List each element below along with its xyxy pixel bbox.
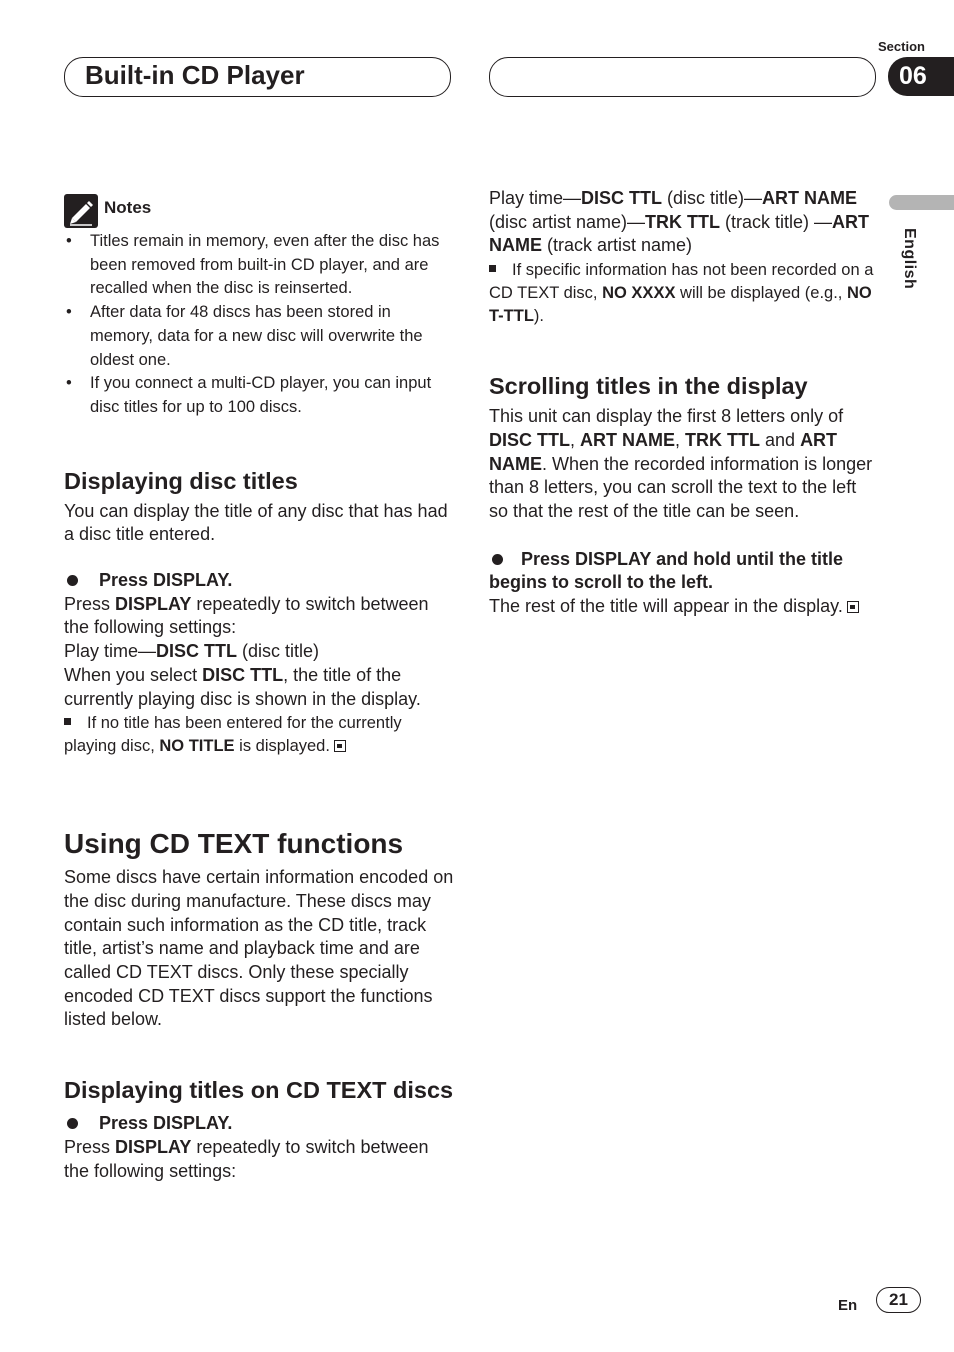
paragraph: The rest of the title will appear in the display. (489, 595, 879, 619)
page-number: 21 (876, 1287, 921, 1313)
square-note: If no title has been entered for the currently playing disc, NO TITLE is displayed. (64, 714, 402, 756)
notes-heading: Notes (104, 198, 152, 217)
square-bullet-icon (64, 718, 71, 725)
major-heading: Using CD TEXT functions (64, 828, 404, 860)
paragraph: Press DISPLAY repeatedly to switch between the following settings: (64, 593, 429, 638)
end-mark-icon (334, 740, 346, 752)
page-title: Built-in CD Player (85, 60, 305, 90)
section-label: Section (878, 39, 925, 54)
paragraph: Some discs have certain information encoded on the disc during manufacture. These discs may contain such information as the CD title, track title, artist’s name and playback time and are called CD TEXT discs. Only these specially encoded CD TEXT discs support the functions listed below. (64, 867, 454, 1030)
setting-sequence: Play time—DISC TTL (disc title) (64, 641, 320, 662)
section-heading: Scrolling titles in the display (489, 373, 808, 400)
setting-sequence: Play time—DISC TTL (disc title)—ART NAME (disc artist name)—TRK TTL (track title) —ART NAME (track artist name) (489, 188, 870, 256)
language-tab-bar (889, 195, 954, 210)
header-blank-frame (489, 57, 876, 97)
notes-block (64, 194, 454, 228)
step-heading: Press DISPLAY. (64, 1112, 454, 1136)
step-heading: Press DISPLAY. (64, 569, 454, 593)
square-bullet-icon (489, 265, 496, 272)
section-heading: Displaying disc titles (64, 467, 298, 494)
paragraph: When you select DISC TTL, the title of the currently playing disc is shown in the display. (64, 664, 421, 709)
right-column (489, 187, 879, 619)
left-column (64, 194, 454, 1183)
pencil-icon (64, 194, 98, 228)
notes-list (64, 230, 454, 420)
end-mark-icon (847, 601, 859, 613)
header-title-frame (64, 57, 451, 97)
language-tab-label: English (901, 228, 918, 290)
step-heading: Press DISPLAY and hold until the title begins to scroll to the left. (489, 548, 844, 593)
paragraph: You can display the title of any disc that has had a disc title entered. (64, 500, 448, 545)
bullet-icon (492, 554, 503, 565)
list-item: • If you connect a multi-CD player, you can input disc titles for up to 100 discs. (66, 374, 432, 416)
list-item: • Titles remain in memory, even after the disc has been removed from built-in CD player, and are recalled when the disc is reinserted. (66, 232, 440, 298)
footer-language: En (838, 1297, 858, 1314)
square-note: If specific information has not been recorded on a CD TEXT disc, NO XXXX will be displayed (e.g., NO T-TTL). (489, 261, 874, 326)
bullet-icon (67, 1118, 78, 1129)
list-item: • After data for 48 discs has been stored in memory, data for a new disc will overwrite the oldest one. (66, 303, 423, 369)
section-heading: Displaying titles on CD TEXT discs (64, 1077, 454, 1104)
paragraph: This unit can display the first 8 letters only of DISC TTL, ART NAME, TRK TTL and ART NAME. When the recorded information is longer than 8 letters, you can scroll the text to the left so that the rest of the title can be seen. (489, 406, 873, 521)
section-number-badge: 06 (888, 57, 954, 96)
bullet-icon (67, 575, 78, 586)
paragraph: Press DISPLAY repeatedly to switch between the following settings: (64, 1136, 429, 1181)
